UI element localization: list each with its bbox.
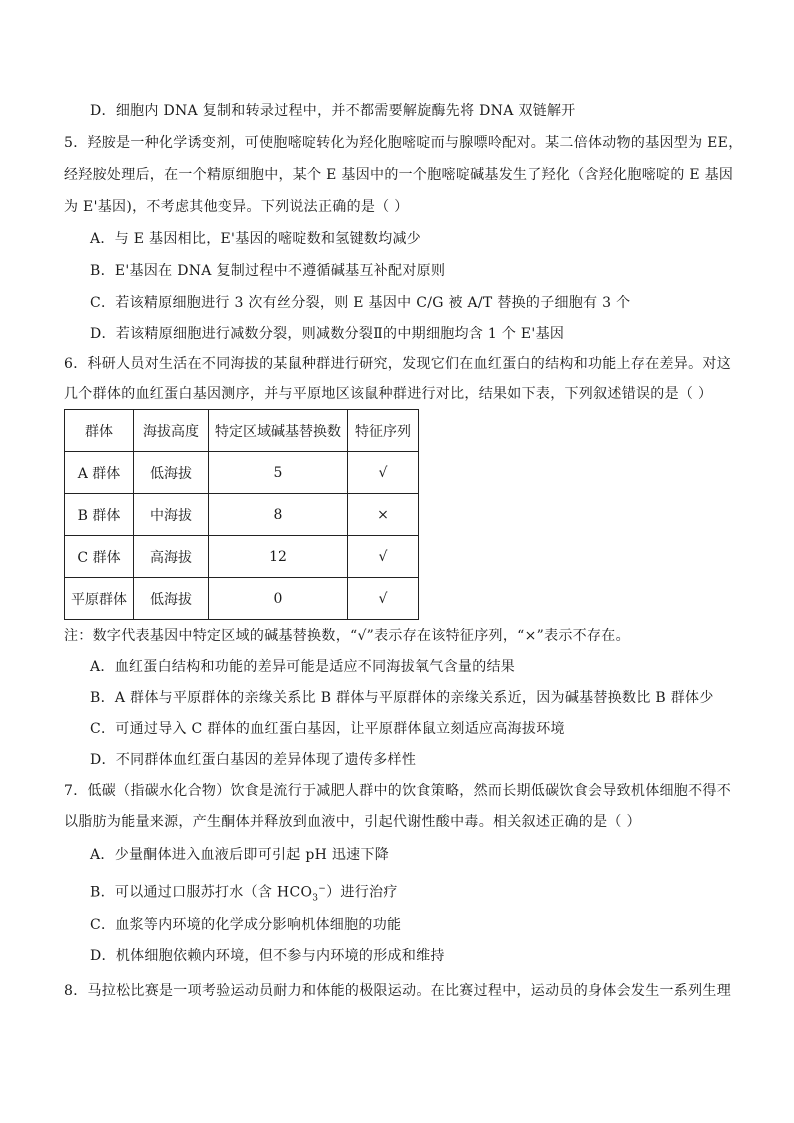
table-cell: √ bbox=[348, 536, 419, 578]
table-row bbox=[65, 578, 419, 620]
q6-option-b: B．A 群体与平原群体的亲缘关系比 B 群体与平原群体的亲缘关系近，因为碱基替换数比 B 群体少 bbox=[90, 690, 714, 706]
table-cell: × bbox=[348, 494, 419, 536]
table-cell: B 群体 bbox=[65, 494, 134, 536]
q5-option-b: B．E'基因在 DNA 复制过程中不遵循碱基互补配对原则 bbox=[90, 263, 446, 279]
table-cell: A 群体 bbox=[65, 452, 134, 494]
table-header-cell: 海拔高度 bbox=[134, 410, 209, 452]
q5-stem-line-1: 5．羟胺是一种化学诱变剂，可使胞嘧啶转化为羟化胞嘧啶而与腺嘌呤配对。某二倍体动物的基因型为 EE， bbox=[64, 135, 743, 151]
q7-option-d: D．机体细胞依赖内环境，但不参与内环境的形成和维持 bbox=[90, 948, 445, 964]
q6-stem-line-1: 6．科研人员对生活在不同海拔的某鼠种群进行研究，发现它们在血红蛋白的结构和功能上存在差异。对这 bbox=[64, 356, 732, 372]
table-cell: 低海拔 bbox=[134, 578, 209, 620]
q5-option-c: C．若该精原细胞进行 3 次有丝分裂，则 E 基因中 C/G 被 A/T 替换的子细胞有 3 个 bbox=[90, 295, 631, 311]
table-cell: √ bbox=[348, 452, 419, 494]
q6-option-d: D．不同群体血红蛋白基因的差异体现了遗传多样性 bbox=[90, 752, 417, 768]
q8-stem-line-1: 8．马拉松比赛是一项考验运动员耐力和体能的极限运动。在比赛过程中，运动员的身体会发生一系列生理 bbox=[64, 983, 732, 999]
q7-option-b-prefix: B．可以通过口服苏打水（含 HCO bbox=[90, 884, 313, 901]
table-cell: 8 bbox=[209, 494, 348, 536]
table-header-cell: 特定区域碱基替换数 bbox=[209, 410, 348, 452]
table-row bbox=[65, 536, 419, 578]
q6-option-c: C．可通过导入 C 群体的血红蛋白基因，让平原群体鼠立刻适应高海拔环境 bbox=[90, 721, 565, 737]
q5-option-d: D．若该精原细胞进行减数分裂，则减数分裂Ⅱ的中期细胞均含 1 个 E'基因 bbox=[90, 326, 565, 342]
q6-stem-line-2: 几个群体的血红蛋白基因测序，并与平原地区该鼠种群进行对比，结果如下表，下列叙述错误的是（ ） bbox=[64, 386, 713, 402]
table-cell: √ bbox=[348, 578, 419, 620]
table-cell: C 群体 bbox=[65, 536, 134, 578]
table-header-row bbox=[65, 410, 419, 452]
table-cell: 平原群体 bbox=[65, 578, 134, 620]
formula-superscript: − bbox=[318, 884, 327, 894]
results-table bbox=[64, 409, 419, 620]
table-cell: 低海拔 bbox=[134, 452, 209, 494]
q5-stem-line-2: 经羟胺处理后，在一个精原细胞中，某个 E 基因中的一个胞嘧啶碱基发生了羟化（含羟化胞嘧啶的 E 基因 bbox=[64, 167, 734, 183]
q5-stem-line-3: 为 E'基因)，不考虑其他变异。下列说法正确的是（ ） bbox=[64, 199, 409, 215]
table-note: 注：数字代表基因中特定区域的碱基替换数，“√”表示存在该特征序列，“×”表示不存在。 bbox=[64, 628, 630, 644]
q7-option-a: A．少量酮体进入血液后即可引起 pH 迅速下降 bbox=[90, 847, 390, 863]
q6-option-a: A．血红蛋白结构和功能的差异可能是适应不同海拔氧气含量的结果 bbox=[90, 659, 516, 675]
table-cell: 高海拔 bbox=[134, 536, 209, 578]
table-cell: 中海拔 bbox=[134, 494, 209, 536]
q4-option-d: D．细胞内 DNA 复制和转录过程中，并不都需要解旋酶先将 DNA 双链解开 bbox=[90, 103, 576, 119]
formula-subscript: 3 bbox=[312, 893, 319, 904]
table-row bbox=[65, 494, 419, 536]
table-cell: 12 bbox=[209, 536, 348, 578]
q5-option-a: A．与 E 基因相比，E'基因的嘧啶数和氢键数均减少 bbox=[90, 231, 422, 247]
q7-option-b-suffix: ）进行治疗 bbox=[326, 884, 398, 901]
q7-option-c: C．血浆等内环境的化学成分影响机体细胞的功能 bbox=[90, 917, 402, 933]
table-cell: 0 bbox=[209, 578, 348, 620]
table-cell: 5 bbox=[209, 452, 348, 494]
q7-stem-line-2: 以脂肪为能量来源，产生酮体并释放到血液中，引起代谢性酸中毒。相关叙述正确的是（ ） bbox=[64, 814, 641, 830]
table-header-cell: 特征序列 bbox=[348, 410, 419, 452]
table-header-cell: 群体 bbox=[65, 410, 134, 452]
q7-stem-line-1: 7．低碳（指碳水化合物）饮食是流行于减肥人群中的饮食策略，然而长期低碳饮食会导致机体细胞不得不 bbox=[64, 783, 732, 799]
table-row bbox=[65, 452, 419, 494]
q7-option-b bbox=[90, 879, 398, 908]
